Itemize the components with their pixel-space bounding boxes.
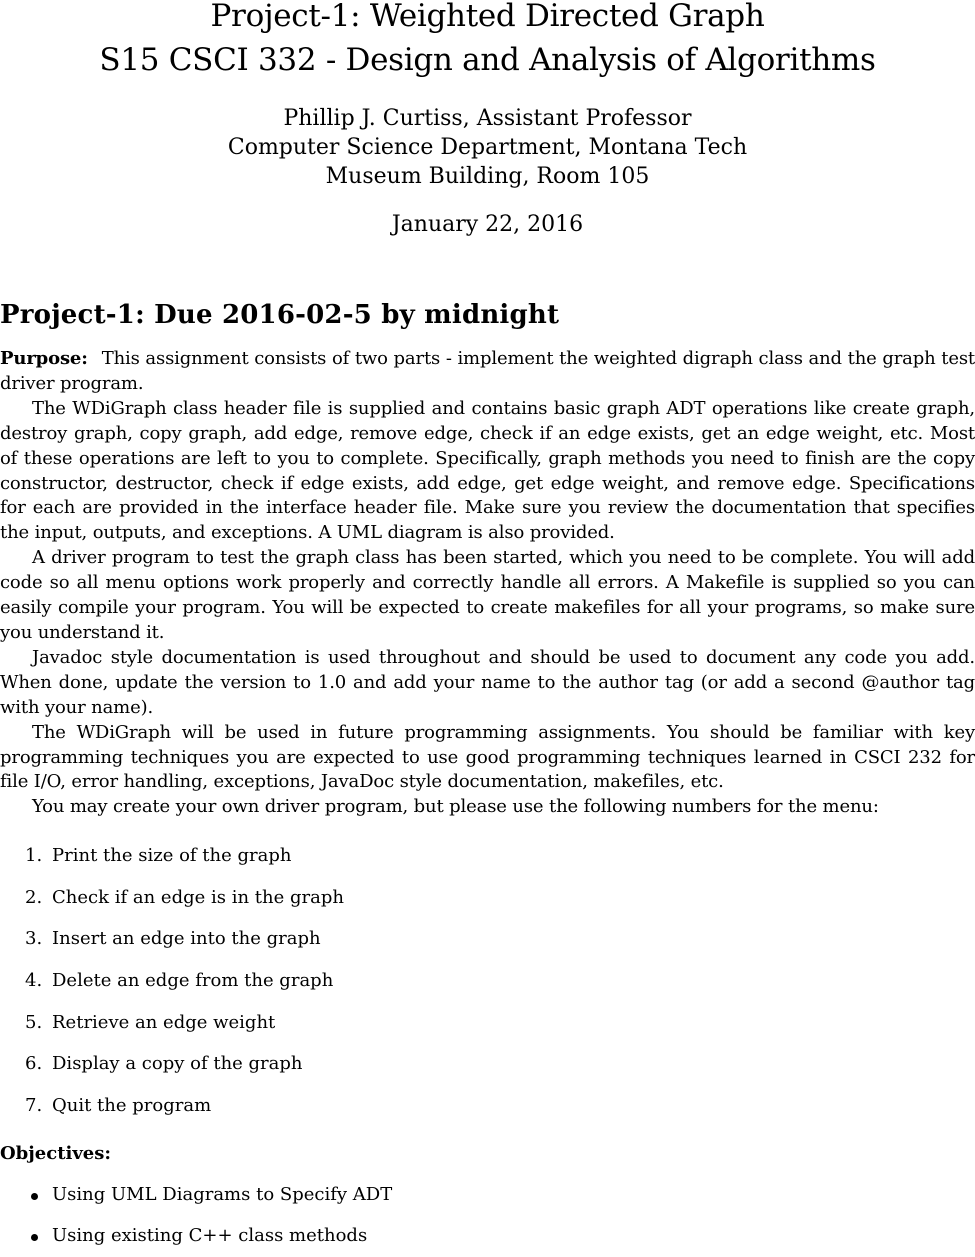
purpose-label: Purpose: [0,348,88,369]
list-number: 4. [25,970,43,991]
list-item [0,927,975,951]
paragraph-future-use: The WDiGraph will be used in future programming assignments. You should be familiar with key programming techniques you are expected to use good programming techniques learned in CSCI 232 for file I/O, error handling, exceptions, JavaDoc style documentation, makefiles, etc. [0,721,975,793]
author-office: Museum Building, Room 105 [325,164,650,189]
objectives-heading: Objectives: [0,1142,112,1164]
list-item [0,1011,975,1035]
list-number: 2. [25,886,43,908]
list-number: 3. [25,928,43,950]
list-item-text: Using existing C++ class methods [52,1225,368,1247]
list-number: 5. [25,1011,43,1033]
list-item-text: Display a copy of the graph [52,1053,303,1075]
list-item-text: Using UML Diagrams to Specify ADT [52,1183,393,1205]
list-item [0,1052,975,1076]
section-heading: Project-1: Due 2016-02-5 by midnight [0,300,560,330]
list-item-text: Quit the program [52,1094,212,1116]
list-item [0,886,975,910]
list-item [0,844,975,868]
list-item [0,969,975,993]
title-block [0,0,975,82]
document-date: January 22, 2016 [391,212,584,237]
list-number: 6. [25,1053,43,1075]
objectives-list [0,1183,975,1249]
list-item-text: Print the size of the graph [52,845,292,867]
paragraph-menu-intro: You may create your own driver program, but please use the following numbers for the menu: [32,796,879,818]
bullet-icon [31,1193,38,1200]
list-number: 7. [25,1094,43,1116]
list-number: 1. [25,845,43,867]
purpose-paragraph [0,347,975,397]
paragraph-driver-program: A driver program to test the graph class has been started, which you need to be complete. You will add code so all menu options work properly and correctly handle all errors. A Makefile is supplied so you can easily compile your program. You will be expected to create makefiles for all your programs, so make sure you understand it. [0,547,975,643]
purpose-text: This assignment consists of two parts - implement the weighted digraph class and the graph test driver program. [0,348,975,394]
list-item [0,1094,975,1118]
author-department: Computer Science Department, Montana Tech [227,135,748,160]
author-block [0,104,975,191]
course-title: S15 CSCI 332 - Design and Analysis of Algorithms [99,42,876,78]
list-item [0,1183,975,1207]
menu-list [0,844,975,1118]
bullet-icon [31,1234,38,1241]
list-item-text: Check if an edge is in the graph [52,886,344,908]
author-name: Phillip J. Curtiss, Assistant Professor [283,106,692,131]
list-item-text: Delete an edge from the graph [52,970,334,991]
list-item-text: Retrieve an edge weight [52,1011,276,1033]
paragraph-class-header: The WDiGraph class header file is supplied and contains basic graph ADT operations like create graph, destroy graph, copy graph, add edge, remove edge, check if an edge exists, get an edge weight, etc. Most of these operations are left to you to complete. Specifically, graph methods you need to finish are the copy constructor, destructor, check if edge exists, add edge, get edge weight, and remove edge. Specifications for each are provided in the interface header file. Make sure you review the documentation that specifies the input, outputs, and exceptions. A UML diagram is also provided. [0,397,975,544]
list-item [0,1224,975,1248]
list-item-text: Insert an edge into the graph [52,928,321,950]
paragraph-javadoc: Javadoc style documentation is used throughout and should be used to document any code you add. When done, update the version to 1.0 and add your name to the author tag (or add a second @author tag with your name). [0,646,975,718]
document-title: Project-1: Weighted Directed Graph [210,0,765,34]
